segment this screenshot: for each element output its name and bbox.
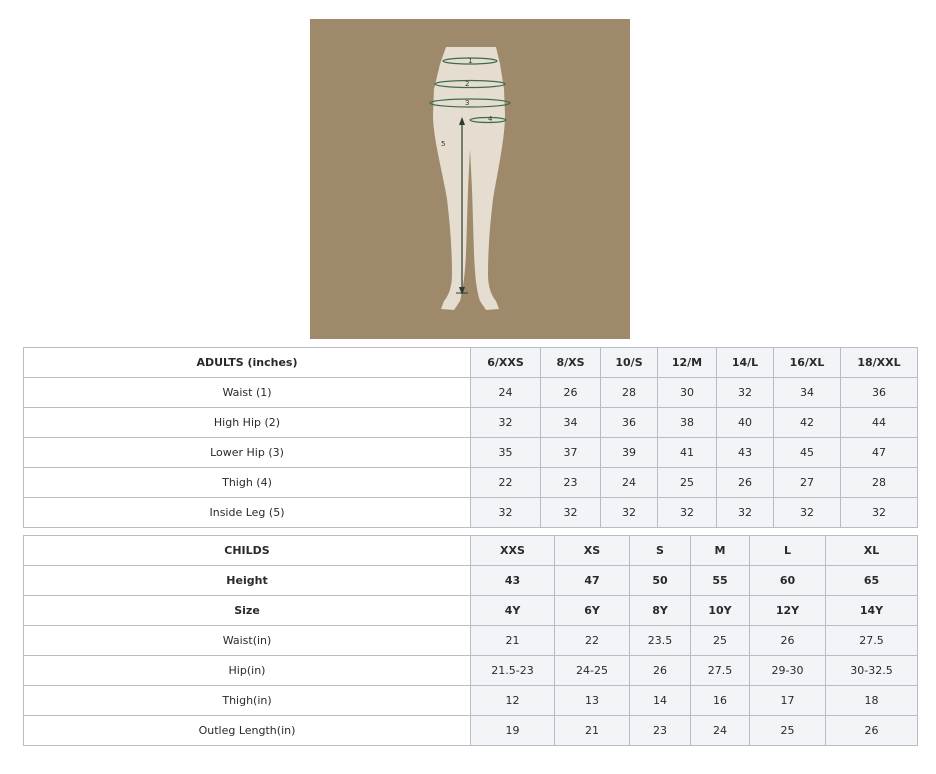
table-cell: 14Y [826, 596, 918, 626]
row-label: Outleg Length(in) [24, 716, 471, 746]
table-cell: 23.5 [630, 626, 691, 656]
adults-header-label: ADULTS (inches) [24, 348, 471, 378]
adults-size-header: 8/XS [541, 348, 601, 378]
table-cell: 26 [630, 656, 691, 686]
table-cell: 32 [774, 498, 841, 528]
table-cell: 10Y [691, 596, 750, 626]
table-row [24, 438, 918, 468]
table-row [24, 656, 918, 686]
childs-size-header: XXS [471, 536, 555, 566]
adults-body [24, 378, 918, 528]
table-cell: 38 [658, 408, 717, 438]
table-cell: 12 [471, 686, 555, 716]
adults-size-header: 6/XXS [471, 348, 541, 378]
table-cell: 40 [717, 408, 774, 438]
childs-header-row [24, 536, 918, 566]
adults-size-header: 10/S [601, 348, 658, 378]
table-cell: 35 [471, 438, 541, 468]
table-cell: 42 [774, 408, 841, 438]
row-label: Thigh(in) [24, 686, 471, 716]
table-cell: 27.5 [691, 656, 750, 686]
table-cell: 34 [541, 408, 601, 438]
marker-5: 5 [441, 140, 446, 148]
table-cell: 32 [658, 498, 717, 528]
table-cell: 32 [841, 498, 918, 528]
table-cell: 47 [555, 566, 630, 596]
table-cell: 22 [555, 626, 630, 656]
row-label: Waist(in) [24, 626, 471, 656]
table-cell: 24 [471, 378, 541, 408]
table-row [24, 378, 918, 408]
adults-size-header: 16/XL [774, 348, 841, 378]
table-cell: 21 [555, 716, 630, 746]
table-row [24, 468, 918, 498]
table-cell: 24 [601, 468, 658, 498]
table-cell: 30-32.5 [826, 656, 918, 686]
table-cell: 50 [630, 566, 691, 596]
childs-size-header: S [630, 536, 691, 566]
table-cell: 43 [471, 566, 555, 596]
table-cell: 41 [658, 438, 717, 468]
row-label: Lower Hip (3) [24, 438, 471, 468]
body-measurement-figure [310, 19, 630, 339]
table-cell: 44 [841, 408, 918, 438]
table-cell: 16 [691, 686, 750, 716]
table-cell: 25 [658, 468, 717, 498]
table-cell: 18 [826, 686, 918, 716]
table-row [24, 686, 918, 716]
row-label: Size [24, 596, 471, 626]
table-cell: 21.5-23 [471, 656, 555, 686]
table-cell: 8Y [630, 596, 691, 626]
table-cell: 37 [541, 438, 601, 468]
adults-size-header: 14/L [717, 348, 774, 378]
adults-size-header: 18/XXL [841, 348, 918, 378]
table-cell: 19 [471, 716, 555, 746]
table-cell: 12Y [750, 596, 826, 626]
table-cell: 24 [691, 716, 750, 746]
legs-diagram [310, 19, 630, 339]
adults-size-table [23, 347, 918, 528]
table-cell: 26 [826, 716, 918, 746]
table-cell: 36 [841, 378, 918, 408]
table-cell: 21 [471, 626, 555, 656]
table-cell: 47 [841, 438, 918, 468]
table-row [24, 566, 918, 596]
table-cell: 32 [717, 498, 774, 528]
marker-4: 4 [488, 115, 493, 123]
childs-size-header: M [691, 536, 750, 566]
marker-2: 2 [465, 80, 470, 88]
table-row [24, 626, 918, 656]
row-label: Hip(in) [24, 656, 471, 686]
table-row [24, 596, 918, 626]
row-label: Thigh (4) [24, 468, 471, 498]
table-cell: 36 [601, 408, 658, 438]
row-label: High Hip (2) [24, 408, 471, 438]
table-cell: 34 [774, 378, 841, 408]
table-cell: 22 [471, 468, 541, 498]
table-row [24, 408, 918, 438]
table-cell: 25 [750, 716, 826, 746]
childs-size-header: L [750, 536, 826, 566]
table-cell: 13 [555, 686, 630, 716]
childs-body [24, 566, 918, 746]
adults-header-row [24, 348, 918, 378]
row-label: Height [24, 566, 471, 596]
childs-size-header: XL [826, 536, 918, 566]
row-label: Waist (1) [24, 378, 471, 408]
table-cell: 14 [630, 686, 691, 716]
childs-size-header: XS [555, 536, 630, 566]
table-cell: 26 [541, 378, 601, 408]
table-cell: 32 [541, 498, 601, 528]
table-cell: 4Y [471, 596, 555, 626]
table-cell: 29-30 [750, 656, 826, 686]
table-cell: 32 [717, 378, 774, 408]
table-cell: 27.5 [826, 626, 918, 656]
marker-3: 3 [465, 99, 470, 107]
table-cell: 32 [601, 498, 658, 528]
table-cell: 55 [691, 566, 750, 596]
table-cell: 26 [717, 468, 774, 498]
table-cell: 25 [691, 626, 750, 656]
table-cell: 26 [750, 626, 826, 656]
adults-size-header: 12/M [658, 348, 717, 378]
childs-header-label: CHILDS [24, 536, 471, 566]
table-cell: 23 [541, 468, 601, 498]
table-cell: 6Y [555, 596, 630, 626]
table-row [24, 498, 918, 528]
table-cell: 39 [601, 438, 658, 468]
table-cell: 17 [750, 686, 826, 716]
table-cell: 65 [826, 566, 918, 596]
row-label: Inside Leg (5) [24, 498, 471, 528]
table-cell: 30 [658, 378, 717, 408]
table-cell: 28 [841, 468, 918, 498]
table-cell: 45 [774, 438, 841, 468]
table-row [24, 716, 918, 746]
table-cell: 32 [471, 408, 541, 438]
table-cell: 60 [750, 566, 826, 596]
table-cell: 32 [471, 498, 541, 528]
marker-1: 1 [468, 57, 473, 65]
table-cell: 43 [717, 438, 774, 468]
table-cell: 28 [601, 378, 658, 408]
childs-size-table [23, 535, 918, 746]
table-cell: 27 [774, 468, 841, 498]
table-cell: 23 [630, 716, 691, 746]
table-cell: 24-25 [555, 656, 630, 686]
